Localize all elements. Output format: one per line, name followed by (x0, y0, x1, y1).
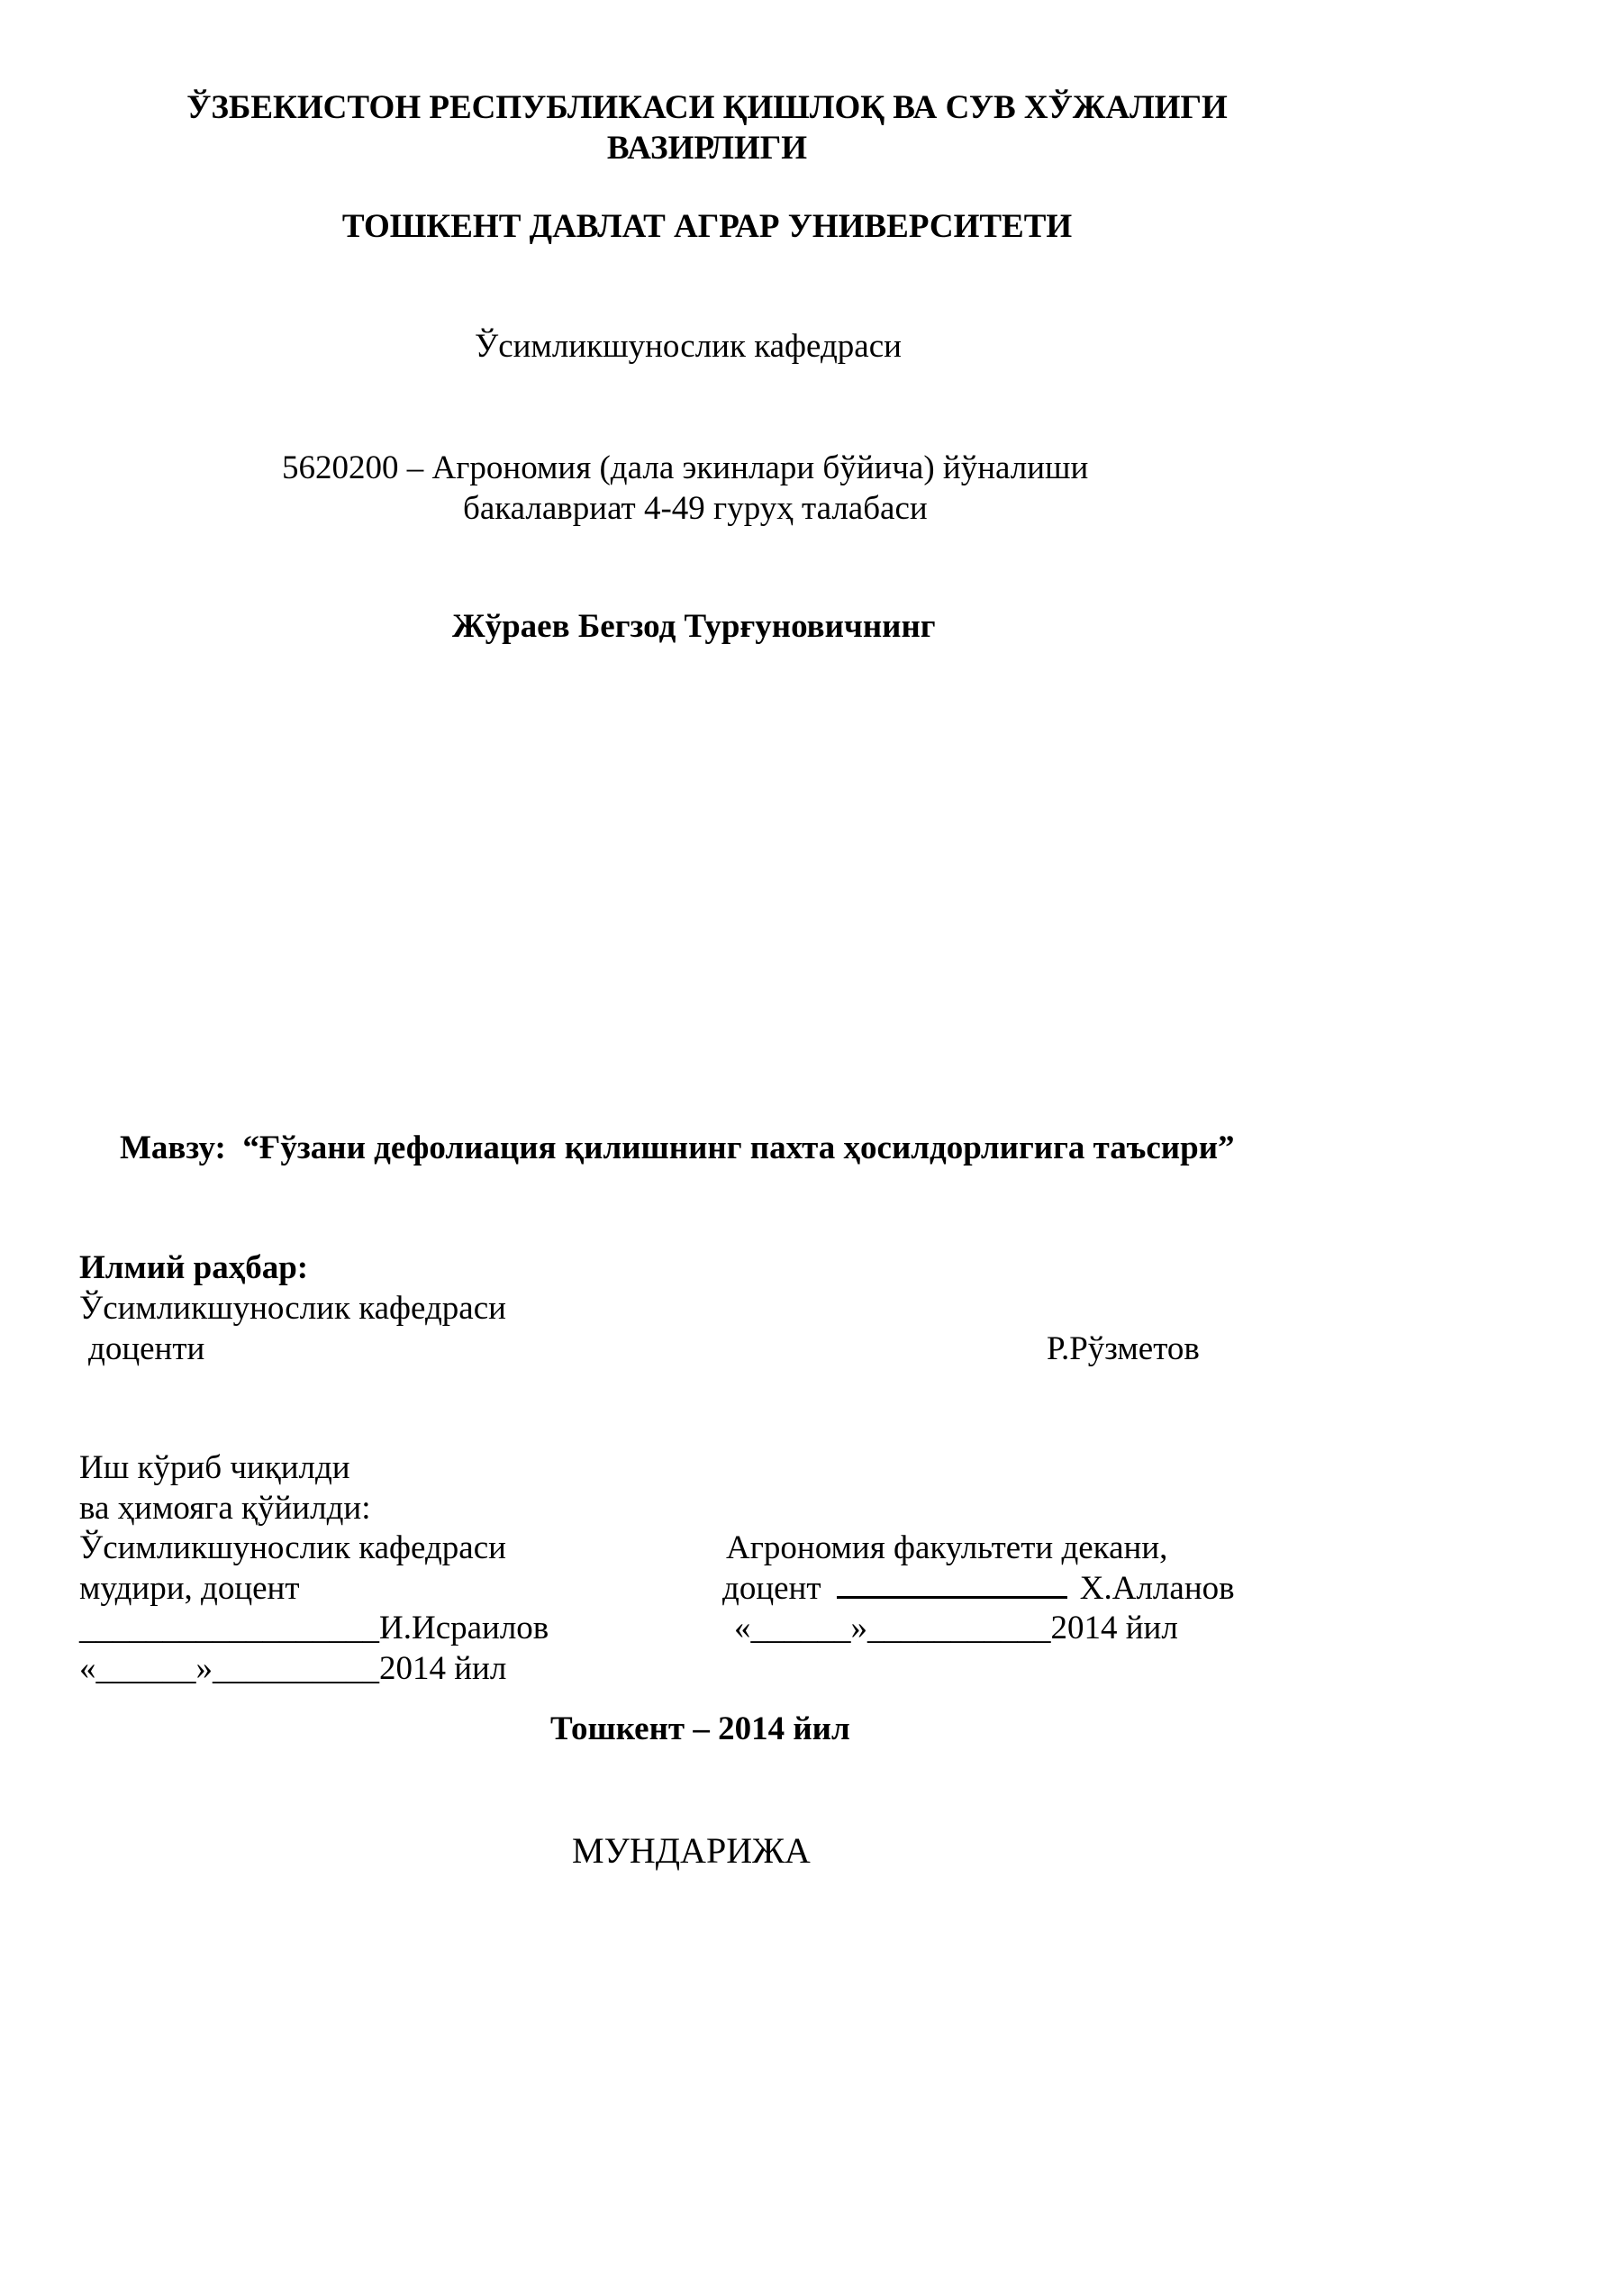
supervisor-name: Р.Рўзметов (1047, 1330, 1200, 1367)
ministry-line-2: ВАЗИРЛИГИ (606, 130, 808, 167)
head-signature: __________________И.Исраилов (79, 1610, 549, 1646)
contents-heading: МУНДАРИЖА (572, 1830, 811, 1871)
topic-title: “Ғўзани дефолиация қилишнинг пахта ҳосилдорлигига таъсири” (242, 1129, 1235, 1166)
student-name: Жўраев Бегзод Турғуновичнинг (452, 608, 936, 645)
dean-position: доцент (722, 1570, 821, 1607)
dean-signature-line (837, 1569, 1067, 1599)
department-name: Ўсимликшунослик кафедраси (475, 328, 902, 365)
approval-line-1: Иш кўриб чиқилди (79, 1449, 350, 1486)
dean-position-line (722, 1569, 1235, 1609)
city-year: Тошкент – 2014 йил (550, 1710, 850, 1747)
direction-line: 5620200 – Агрономия (дала экинлари бўйича) йўналиши (282, 449, 1089, 486)
ministry-line-1: ЎЗБЕКИСТОН РЕСПУБЛИКАСИ ҚИШЛОҚ ВА СУВ ХЎЖАЛИГИ (186, 89, 1228, 126)
head-dept: Ўсимликшунослик кафедраси (79, 1529, 506, 1566)
head-position: мудири, доцент (79, 1570, 300, 1607)
supervisor-position: доценти (88, 1330, 205, 1367)
group-line: бакалавриат 4-49 гуруҳ талабаси (463, 490, 928, 527)
dean-title: Агрономия факультети декани, (726, 1529, 1168, 1566)
dean-name: Х.Алланов (1079, 1570, 1235, 1607)
university-name: ТОШКЕНТ ДАВЛАТ АГРАР УНИВЕРСИТЕТИ (341, 208, 1073, 245)
dean-date: «______»___________2014 йил (734, 1610, 1178, 1646)
supervisor-dept: Ўсимликшунослик кафедраси (79, 1290, 506, 1327)
supervisor-heading: Илмий раҳбар: (79, 1249, 309, 1286)
topic-line (120, 1129, 1235, 1168)
approval-line-2: ва ҳимояга қўйилди: (79, 1490, 371, 1527)
topic-label: Мавзу: (120, 1129, 226, 1166)
head-date: «______»__________2014 йил (79, 1650, 507, 1687)
